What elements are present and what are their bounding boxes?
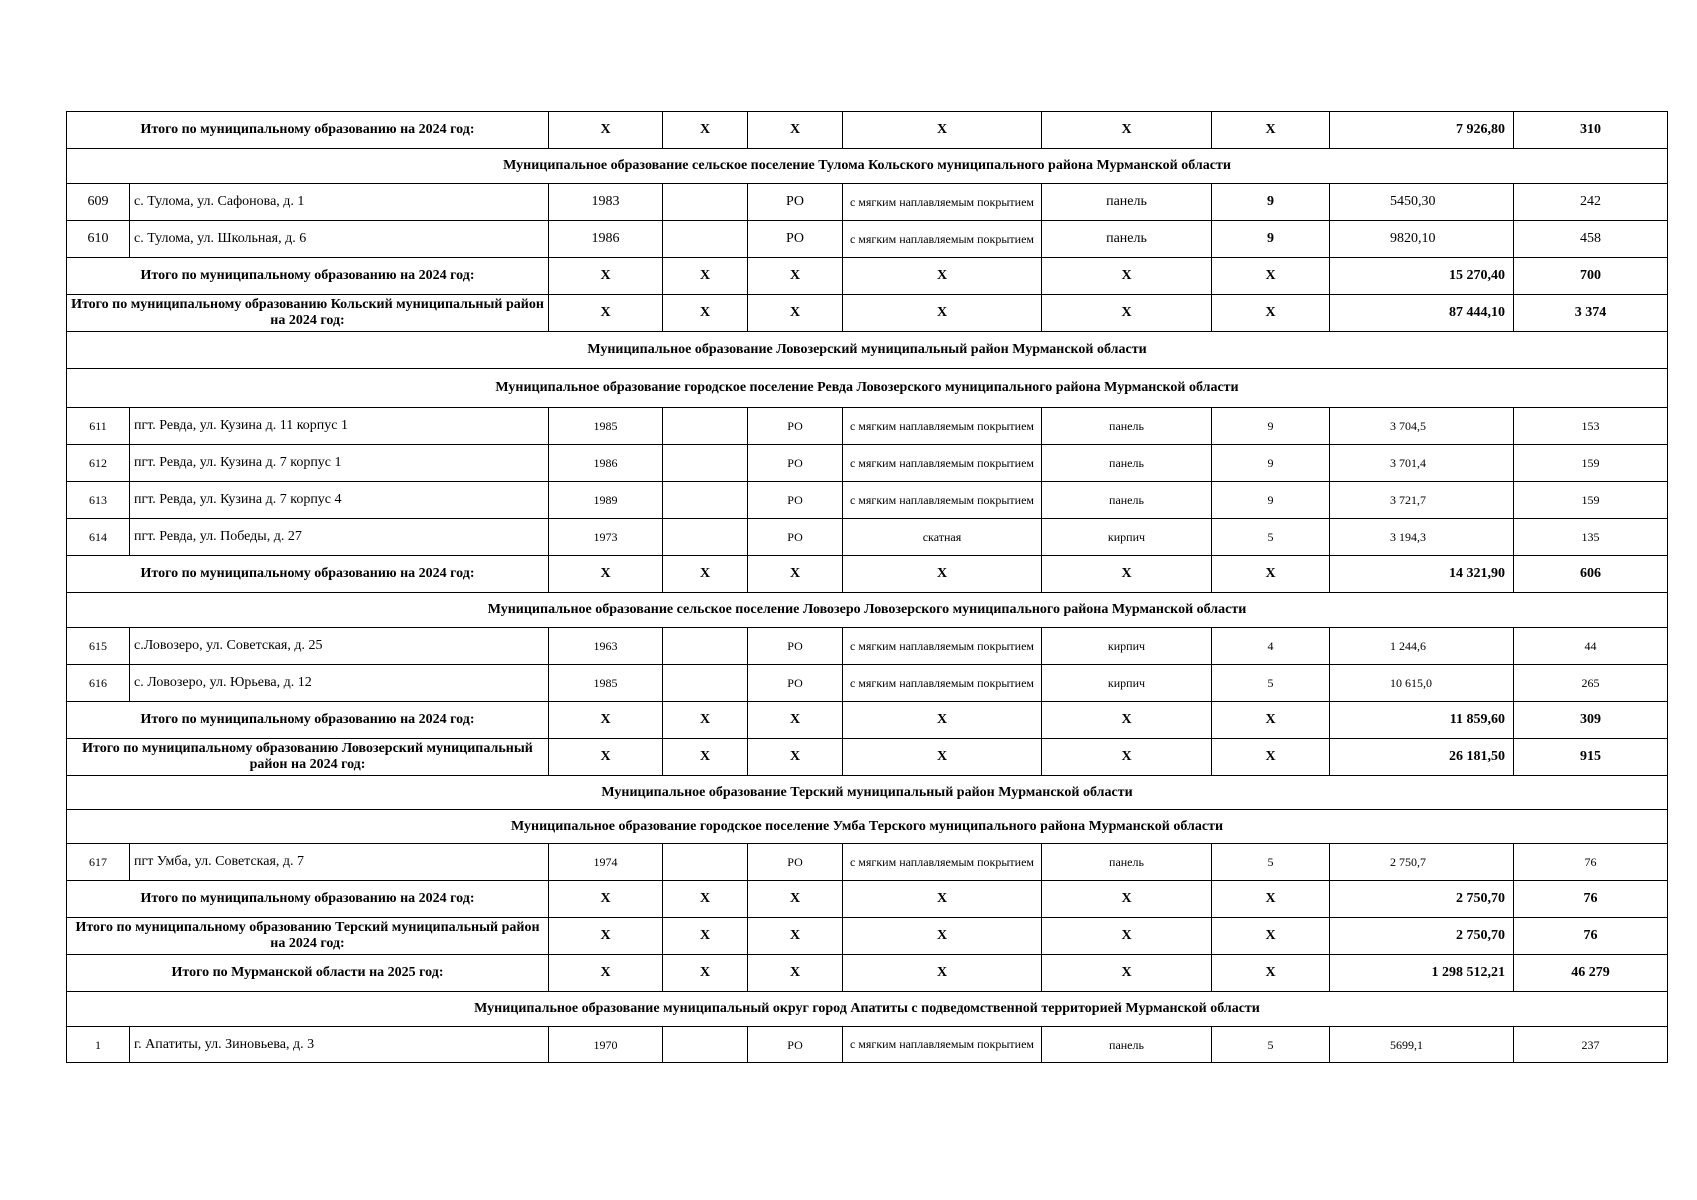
fund-cell: РО	[748, 408, 843, 445]
year-cell: 1970	[549, 1027, 663, 1063]
empty-cell	[663, 844, 748, 881]
row-number: 614	[67, 519, 130, 556]
total-row	[67, 702, 1668, 739]
x-mark: X	[843, 112, 1042, 149]
residents-cell: 265	[1514, 665, 1668, 702]
total-people: 3 374	[1514, 295, 1668, 332]
x-mark: X	[1042, 295, 1212, 332]
year-cell: 1985	[549, 408, 663, 445]
section-header-row	[67, 776, 1668, 810]
area-cell: 10 615,0	[1330, 665, 1514, 702]
section-header: Муниципальное образование муниципальный округ город Апатиты с подведомственной территорией Мурманской области	[67, 992, 1668, 1027]
x-mark: X	[843, 702, 1042, 739]
x-mark: X	[1042, 702, 1212, 739]
fund-cell: РО	[748, 445, 843, 482]
empty-cell	[663, 445, 748, 482]
total-row	[67, 258, 1668, 295]
year-cell: 1986	[549, 445, 663, 482]
total-people: 46 279	[1514, 955, 1668, 992]
total-area: 7 926,80	[1330, 112, 1514, 149]
wall-material-cell: кирпич	[1042, 628, 1212, 665]
year-cell: 1986	[549, 221, 663, 258]
roof-type-cell: скатная	[843, 519, 1042, 556]
total-row	[67, 112, 1668, 149]
x-mark: X	[1042, 881, 1212, 918]
residents-cell: 242	[1514, 184, 1668, 221]
empty-cell	[663, 482, 748, 519]
x-mark: X	[1042, 556, 1212, 593]
total-area: 2 750,70	[1330, 881, 1514, 918]
fund-cell: РО	[748, 844, 843, 881]
area-cell: 3 701,4	[1330, 445, 1514, 482]
section-header: Муниципальное образование городское поселение Умба Терского муниципального района Мурманской области	[67, 810, 1668, 844]
total-people: 700	[1514, 258, 1668, 295]
row-number: 1	[67, 1027, 130, 1063]
x-mark: X	[748, 918, 843, 955]
row-number: 609	[67, 184, 130, 221]
x-mark: X	[663, 739, 748, 776]
total-people: 606	[1514, 556, 1668, 593]
x-mark: X	[748, 881, 843, 918]
year-cell: 1974	[549, 844, 663, 881]
x-mark: X	[1042, 739, 1212, 776]
year-cell: 1973	[549, 519, 663, 556]
x-mark: X	[549, 881, 663, 918]
x-mark: X	[1042, 918, 1212, 955]
row-number: 615	[67, 628, 130, 665]
empty-cell	[663, 665, 748, 702]
residents-cell: 76	[1514, 844, 1668, 881]
total-people: 76	[1514, 918, 1668, 955]
total-row	[67, 556, 1668, 593]
row-number: 612	[67, 445, 130, 482]
empty-cell	[663, 1027, 748, 1063]
x-mark: X	[549, 295, 663, 332]
residents-cell: 458	[1514, 221, 1668, 258]
x-mark: X	[663, 295, 748, 332]
x-mark: X	[843, 739, 1042, 776]
roof-type-cell: с мягким наплавляемым покрытием	[843, 1027, 1042, 1063]
area-cell: 5450,30	[1330, 184, 1514, 221]
table-row	[67, 665, 1668, 702]
empty-cell	[663, 628, 748, 665]
year-cell: 1963	[549, 628, 663, 665]
total-people: 915	[1514, 739, 1668, 776]
area-cell: 5699,1	[1330, 1027, 1514, 1063]
roof-type-cell: с мягким наплавляемым покрытием	[843, 628, 1042, 665]
section-header-row	[67, 332, 1668, 369]
area-cell: 1 244,6	[1330, 628, 1514, 665]
total-label: Итого по Мурманской области на 2025 год:	[67, 955, 549, 992]
row-number: 613	[67, 482, 130, 519]
total-row	[67, 918, 1668, 955]
x-mark: X	[1042, 112, 1212, 149]
section-header-row	[67, 149, 1668, 184]
x-mark: X	[663, 881, 748, 918]
roof-type-cell: с мягким наплавляемым покрытием	[843, 844, 1042, 881]
floors-cell: 5	[1212, 844, 1330, 881]
empty-cell	[663, 221, 748, 258]
x-mark: X	[663, 918, 748, 955]
fund-cell: РО	[748, 1027, 843, 1063]
table-row	[67, 221, 1668, 258]
x-mark: X	[663, 955, 748, 992]
total-area: 2 750,70	[1330, 918, 1514, 955]
address-cell: с. Тулома, ул. Сафонова, д. 1	[130, 184, 549, 221]
x-mark: X	[549, 556, 663, 593]
floors-cell: 9	[1212, 184, 1330, 221]
x-mark: X	[549, 918, 663, 955]
floors-cell: 9	[1212, 445, 1330, 482]
total-label: Итого по муниципальному образованию Терский муниципальный район на 2024 год:	[67, 918, 549, 955]
fund-cell: РО	[748, 221, 843, 258]
x-mark: X	[748, 739, 843, 776]
table-row	[67, 519, 1668, 556]
table-row	[67, 408, 1668, 445]
wall-material-cell: панель	[1042, 844, 1212, 881]
x-mark: X	[748, 955, 843, 992]
fund-cell: РО	[748, 184, 843, 221]
address-cell: пгт Умба, ул. Советская, д. 7	[130, 844, 549, 881]
total-label: Итого по муниципальному образованию на 2024 год:	[67, 556, 549, 593]
total-people: 76	[1514, 881, 1668, 918]
fund-cell: РО	[748, 628, 843, 665]
table-row	[67, 445, 1668, 482]
x-mark: X	[748, 295, 843, 332]
section-header-row	[67, 810, 1668, 844]
fund-cell: РО	[748, 482, 843, 519]
x-mark: X	[1042, 258, 1212, 295]
total-row	[67, 881, 1668, 918]
section-header: Муниципальное образование сельское поселение Ловозеро Ловозерского муниципального района Мурманской области	[67, 593, 1668, 628]
section-header: Муниципальное образование городское поселение Ревда Ловозерского муниципального района Мурманской области	[67, 369, 1668, 408]
roof-type-cell: с мягким наплавляемым покрытием	[843, 221, 1042, 258]
x-mark: X	[843, 881, 1042, 918]
total-label: Итого по муниципальному образованию на 2024 год:	[67, 258, 549, 295]
wall-material-cell: панель	[1042, 1027, 1212, 1063]
roof-type-cell: с мягким наплавляемым покрытием	[843, 408, 1042, 445]
floors-cell: 5	[1212, 519, 1330, 556]
x-mark: X	[549, 739, 663, 776]
x-mark: X	[1212, 556, 1330, 593]
floors-cell: 5	[1212, 1027, 1330, 1063]
address-cell: с. Тулома, ул. Школьная, д. 6	[130, 221, 549, 258]
x-mark: X	[1212, 295, 1330, 332]
x-mark: X	[748, 702, 843, 739]
x-mark: X	[1212, 918, 1330, 955]
x-mark: X	[843, 955, 1042, 992]
row-number: 610	[67, 221, 130, 258]
address-cell: пгт. Ревда, ул. Кузина д. 7 корпус 4	[130, 482, 549, 519]
x-mark: X	[843, 258, 1042, 295]
section-header: Муниципальное образование сельское поселение Тулома Кольского муниципального района Мурманской области	[67, 149, 1668, 184]
address-cell: пгт. Ревда, ул. Кузина д. 11 корпус 1	[130, 408, 549, 445]
table-row	[67, 628, 1668, 665]
x-mark: X	[843, 556, 1042, 593]
year-cell: 1983	[549, 184, 663, 221]
floors-cell: 9	[1212, 221, 1330, 258]
table-row	[67, 184, 1668, 221]
x-mark: X	[748, 112, 843, 149]
total-label: Итого по муниципальному образованию на 2024 год:	[67, 702, 549, 739]
table-body	[67, 112, 1668, 1063]
floors-cell: 9	[1212, 408, 1330, 445]
total-area: 26 181,50	[1330, 739, 1514, 776]
section-header-row	[67, 992, 1668, 1027]
area-cell: 2 750,7	[1330, 844, 1514, 881]
row-number: 611	[67, 408, 130, 445]
total-area: 11 859,60	[1330, 702, 1514, 739]
residents-cell: 135	[1514, 519, 1668, 556]
total-area: 1 298 512,21	[1330, 955, 1514, 992]
wall-material-cell: панель	[1042, 482, 1212, 519]
x-mark: X	[663, 702, 748, 739]
total-label: Итого по муниципальному образованию Ловозерский муниципальный район на 2024 год:	[67, 739, 549, 776]
roof-type-cell: с мягким наплавляемым покрытием	[843, 445, 1042, 482]
roof-type-cell: с мягким наплавляемым покрытием	[843, 665, 1042, 702]
area-cell: 3 194,3	[1330, 519, 1514, 556]
wall-material-cell: панель	[1042, 221, 1212, 258]
total-area: 87 444,10	[1330, 295, 1514, 332]
x-mark: X	[843, 918, 1042, 955]
x-mark: X	[1212, 955, 1330, 992]
wall-material-cell: панель	[1042, 184, 1212, 221]
roof-type-cell: с мягким наплавляемым покрытием	[843, 184, 1042, 221]
roof-type-cell: с мягким наплавляемым покрытием	[843, 482, 1042, 519]
section-header: Муниципальное образование Ловозерский муниципальный район Мурманской области	[67, 332, 1668, 369]
x-mark: X	[549, 702, 663, 739]
area-cell: 9820,10	[1330, 221, 1514, 258]
x-mark: X	[1212, 258, 1330, 295]
total-area: 15 270,40	[1330, 258, 1514, 295]
address-cell: пгт. Ревда, ул. Победы, д. 27	[130, 519, 549, 556]
total-row	[67, 955, 1668, 992]
residents-cell: 159	[1514, 482, 1668, 519]
section-header-row	[67, 369, 1668, 408]
x-mark: X	[748, 556, 843, 593]
floors-cell: 5	[1212, 665, 1330, 702]
fund-cell: РО	[748, 519, 843, 556]
total-people: 309	[1514, 702, 1668, 739]
section-header: Муниципальное образование Терский муниципальный район Мурманской области	[67, 776, 1668, 810]
x-mark: X	[663, 258, 748, 295]
area-cell: 3 721,7	[1330, 482, 1514, 519]
total-row	[67, 295, 1668, 332]
total-label: Итого по муниципальному образованию на 2024 год:	[67, 881, 549, 918]
total-label: Итого по муниципальному образованию на 2024 год:	[67, 112, 549, 149]
wall-material-cell: кирпич	[1042, 519, 1212, 556]
table-row	[67, 1027, 1668, 1063]
year-cell: 1985	[549, 665, 663, 702]
x-mark: X	[663, 556, 748, 593]
total-label: Итого по муниципальному образованию Кольский муниципальный район на 2024 год:	[67, 295, 549, 332]
row-number: 617	[67, 844, 130, 881]
fund-cell: РО	[748, 665, 843, 702]
empty-cell	[663, 184, 748, 221]
residents-cell: 153	[1514, 408, 1668, 445]
housing-register-table	[66, 111, 1668, 1063]
wall-material-cell: панель	[1042, 408, 1212, 445]
year-cell: 1989	[549, 482, 663, 519]
x-mark: X	[1212, 739, 1330, 776]
table-row	[67, 482, 1668, 519]
x-mark: X	[843, 295, 1042, 332]
empty-cell	[663, 408, 748, 445]
total-people: 310	[1514, 112, 1668, 149]
x-mark: X	[549, 258, 663, 295]
x-mark: X	[748, 258, 843, 295]
floors-cell: 4	[1212, 628, 1330, 665]
x-mark: X	[1212, 881, 1330, 918]
row-number: 616	[67, 665, 130, 702]
floors-cell: 9	[1212, 482, 1330, 519]
x-mark: X	[1042, 955, 1212, 992]
wall-material-cell: панель	[1042, 445, 1212, 482]
residents-cell: 237	[1514, 1027, 1668, 1063]
area-cell: 3 704,5	[1330, 408, 1514, 445]
residents-cell: 44	[1514, 628, 1668, 665]
section-header-row	[67, 593, 1668, 628]
empty-cell	[663, 519, 748, 556]
address-cell: г. Апатиты, ул. Зиновьева, д. 3	[130, 1027, 549, 1063]
address-cell: с.Ловозеро, ул. Советская, д. 25	[130, 628, 549, 665]
total-area: 14 321,90	[1330, 556, 1514, 593]
x-mark: X	[663, 112, 748, 149]
total-row	[67, 739, 1668, 776]
x-mark: X	[549, 955, 663, 992]
address-cell: пгт. Ревда, ул. Кузина д. 7 корпус 1	[130, 445, 549, 482]
table-row	[67, 844, 1668, 881]
x-mark: X	[549, 112, 663, 149]
residents-cell: 159	[1514, 445, 1668, 482]
x-mark: X	[1212, 112, 1330, 149]
wall-material-cell: кирпич	[1042, 665, 1212, 702]
x-mark: X	[1212, 702, 1330, 739]
address-cell: с. Ловозеро, ул. Юрьева, д. 12	[130, 665, 549, 702]
